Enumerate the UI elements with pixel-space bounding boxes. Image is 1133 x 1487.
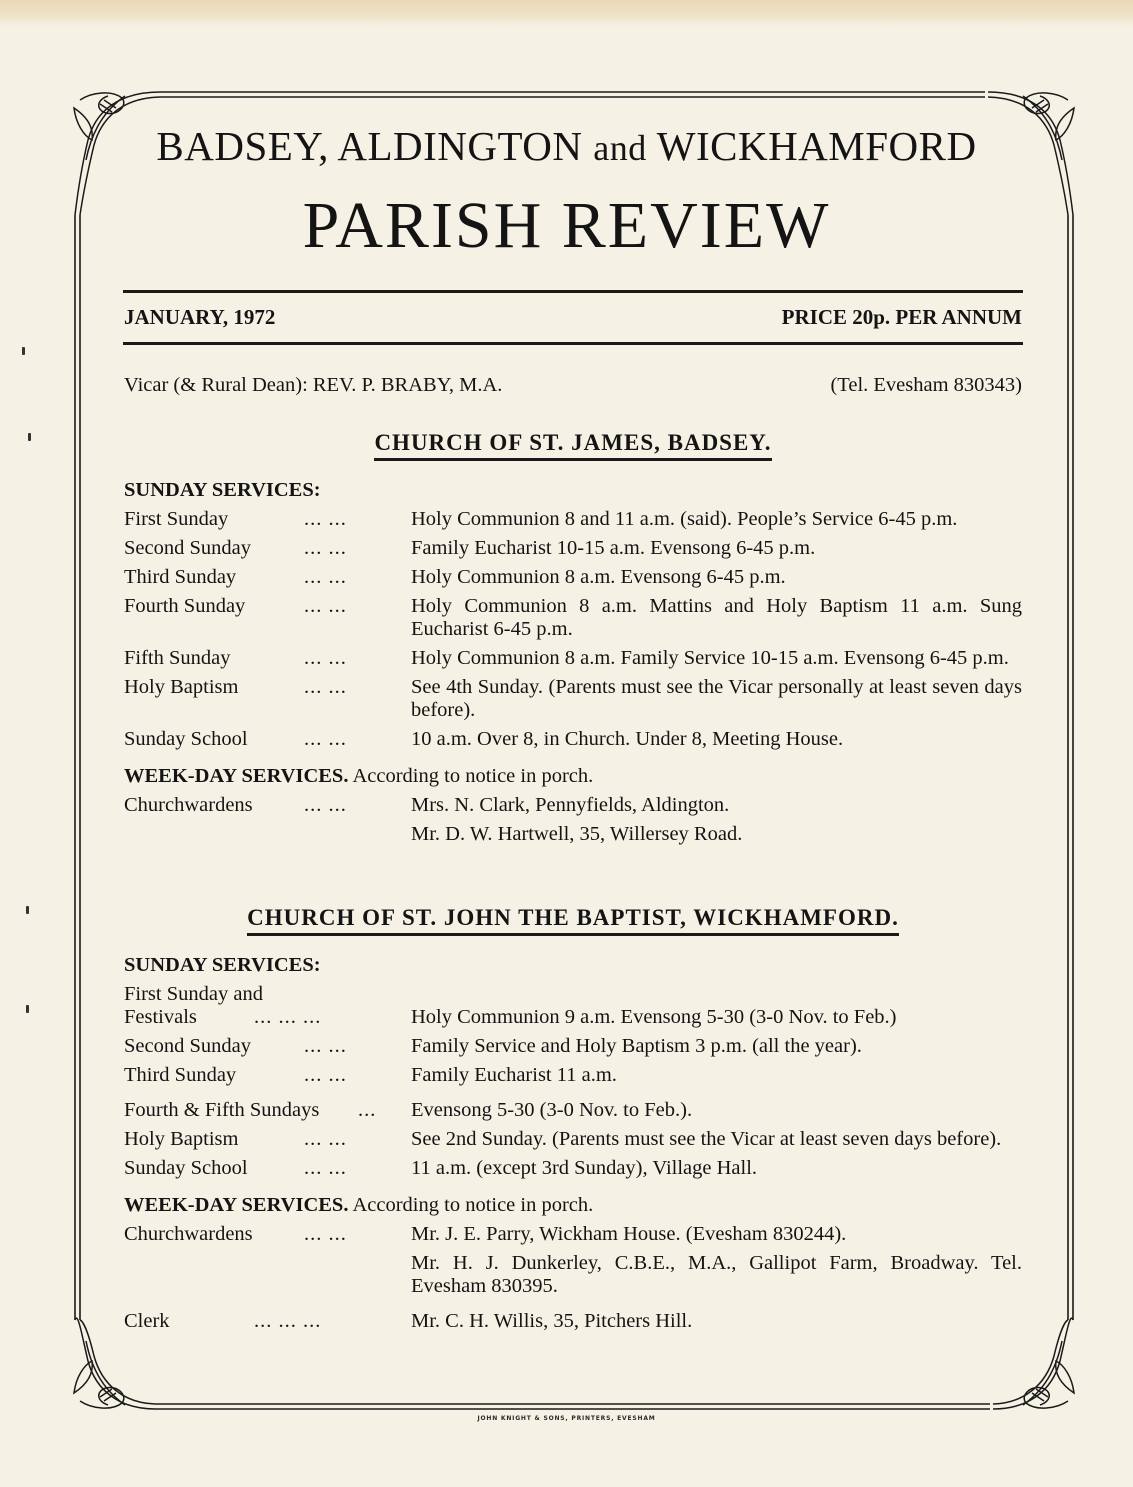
- badsey-service-row: [124, 508, 1022, 531]
- badsey-churchwardens-row: [124, 794, 1022, 817]
- margin-speck: [28, 433, 31, 441]
- wickhamford-service-row: [124, 1035, 1022, 1058]
- leader-dots: ... ...: [304, 1128, 347, 1150]
- service-label: Festivals: [124, 1006, 197, 1028]
- badsey-service-row: [124, 728, 1022, 751]
- churchwarden-name: Mr. H. J. Dunkerley, C.B.E., M.A., Gallipot Farm, Broadway. Tel. Evesham 830395.: [411, 1252, 1022, 1297]
- service-label: Holy Baptism: [124, 676, 239, 698]
- margin-speck: [22, 347, 25, 355]
- leader-dots: ... ...: [304, 1064, 347, 1086]
- leader-dots: ... ...: [304, 794, 347, 816]
- wickhamford-service-row: [124, 1006, 1022, 1029]
- service-times: Family Eucharist 10-15 a.m. Evensong 6-45 p.m.: [411, 537, 816, 559]
- clerk-label: Clerk: [124, 1310, 170, 1332]
- wickhamford-weekday-services: [124, 1194, 1022, 1217]
- service-label: Fourth Sunday: [124, 595, 246, 617]
- service-label: Second Sunday: [124, 1035, 251, 1057]
- service-label: Fourth & Fifth Sundays: [124, 1099, 320, 1121]
- wickhamford-churchwardens-row: [124, 1252, 1022, 1298]
- leader-dots: ... ...: [304, 1035, 347, 1057]
- leader-dots: ... ...: [304, 1157, 347, 1179]
- service-label: Holy Baptism: [124, 1128, 239, 1150]
- service-label: Fifth Sunday: [124, 647, 231, 669]
- weekday-heading: WEEK-DAY SERVICES.: [124, 765, 349, 787]
- masthead-places-part1: BADSEY, ALDINGTON: [156, 123, 583, 169]
- service-times: 11 a.m. (except 3rd Sunday), Village Hall.: [411, 1157, 758, 1179]
- service-times: Holy Communion 8 and 11 a.m. (said). People’s Service 6-45 p.m.: [411, 508, 958, 530]
- leader-dots: ... ...: [304, 647, 347, 669]
- leader-dots: ... ...: [304, 508, 347, 530]
- leader-dots: ... ... ...: [254, 1310, 322, 1332]
- masthead-rule-bottom: [123, 342, 1023, 345]
- clerk-name: Mr. C. H. Willis, 35, Pitchers Hill.: [411, 1310, 693, 1332]
- churchwarden-name: Mr. J. E. Parry, Wickham House. (Evesham 830244).: [411, 1223, 847, 1245]
- vicar-line: [124, 374, 1022, 397]
- section-badsey: [124, 430, 1022, 846]
- leader-dots: ... ...: [304, 566, 347, 588]
- masthead-rule-top: [123, 290, 1023, 293]
- issue-line: [124, 305, 1022, 330]
- leader-dots: ... ...: [304, 728, 347, 750]
- badsey-service-row: [124, 566, 1022, 589]
- masthead-places-and: and: [593, 128, 647, 168]
- masthead-places-part2: WICKHAMFORD: [656, 123, 977, 169]
- masthead-places: [0, 122, 1133, 170]
- section-wickhamford: [124, 905, 1022, 1333]
- service-label: Third Sunday: [124, 1064, 237, 1086]
- service-label: Third Sunday: [124, 566, 237, 588]
- service-times: Holy Communion 8 a.m. Evensong 6-45 p.m.: [411, 566, 786, 588]
- service-times: 10 a.m. Over 8, in Church. Under 8, Meeting House.: [411, 728, 844, 750]
- wickhamford-service-row: [124, 1157, 1022, 1180]
- service-times: Holy Communion 8 a.m. Mattins and Holy Baptism 11 a.m. Sung Eucharist 6-45 p.m.: [411, 595, 1022, 640]
- weekday-text: According to notice in porch.: [352, 1194, 594, 1216]
- margin-speck: [26, 906, 29, 914]
- leader-dots: ... ...: [304, 595, 347, 617]
- badsey-weekday-services: [124, 765, 1022, 788]
- weekday-heading: WEEK-DAY SERVICES.: [124, 1194, 349, 1216]
- service-label: Sunday School: [124, 728, 248, 750]
- leader-dots: ...: [358, 1099, 377, 1121]
- service-label: First Sunday and: [124, 983, 263, 1005]
- service-times: Family Service and Holy Baptism 3 p.m. (all the year).: [411, 1035, 862, 1057]
- weekday-text: According to notice in porch.: [352, 765, 594, 787]
- badsey-service-row: [124, 537, 1022, 560]
- churchwarden-name: Mr. D. W. Hartwell, 35, Willersey Road.: [411, 823, 743, 845]
- service-times: Holy Communion 9 a.m. Evensong 5-30 (3-0 Nov. to Feb.): [411, 1006, 897, 1028]
- leader-dots: ... ...: [304, 1223, 347, 1245]
- paper-stain: [0, 0, 1133, 26]
- church-heading-wickhamford: CHURCH OF ST. JOHN THE BAPTIST, WICKHAMFORD.: [124, 905, 1022, 936]
- issue-price: PRICE 20p. PER ANNUM: [781, 305, 1022, 329]
- printer-imprint: JOHN KNIGHT & SONS, PRINTERS, EVESHAM: [477, 1415, 656, 1422]
- issue-date: JANUARY, 1972: [124, 305, 276, 329]
- wickhamford-service-row: [124, 1128, 1022, 1151]
- service-times: See 4th Sunday. (Parents must see the Vicar personally at least seven days before).: [411, 676, 1022, 721]
- churchwardens-label: Churchwardens: [124, 794, 253, 816]
- badsey-sunday-heading: SUNDAY SERVICES:: [124, 479, 321, 501]
- wickhamford-service-row: [124, 1099, 1022, 1122]
- margin-speck: [26, 1005, 29, 1013]
- vicar-phone: (Tel. Evesham 830343): [830, 374, 1022, 396]
- wickhamford-service-row: [124, 983, 1022, 1006]
- service-label: Second Sunday: [124, 537, 251, 559]
- leader-dots: ... ... ...: [254, 1006, 322, 1028]
- wickhamford-service-row: [124, 1064, 1022, 1087]
- service-label: First Sunday: [124, 508, 229, 530]
- badsey-service-row: [124, 595, 1022, 641]
- churchwarden-name: Mrs. N. Clark, Pennyfields, Aldington.: [411, 794, 730, 816]
- masthead-title: PARISH REVIEW: [302, 189, 831, 262]
- leader-dots: ... ...: [304, 537, 347, 559]
- badsey-churchwardens-row: [124, 823, 1022, 846]
- service-label: Sunday School: [124, 1157, 248, 1179]
- service-times: See 2nd Sunday. (Parents must see the Vicar at least seven days before).: [411, 1128, 1002, 1150]
- badsey-service-row: [124, 676, 1022, 722]
- wickhamford-clerk-row: [124, 1310, 1022, 1333]
- churchwardens-label: Churchwardens: [124, 1223, 253, 1245]
- service-times: Family Eucharist 11 a.m.: [411, 1064, 617, 1086]
- wickhamford-churchwardens-row: [124, 1223, 1022, 1246]
- wickhamford-sunday-heading: SUNDAY SERVICES:: [124, 954, 321, 976]
- badsey-service-row: [124, 647, 1022, 670]
- church-heading-badsey: CHURCH OF ST. JAMES, BADSEY.: [124, 430, 1022, 461]
- vicar-name: Vicar (& Rural Dean): REV. P. BRABY, M.A.: [124, 374, 503, 396]
- leader-dots: ... ...: [304, 676, 347, 698]
- service-times: Holy Communion 8 a.m. Family Service 10-15 a.m. Evensong 6-45 p.m.: [411, 647, 1009, 669]
- service-times: Evensong 5-30 (3-0 Nov. to Feb.).: [411, 1099, 693, 1121]
